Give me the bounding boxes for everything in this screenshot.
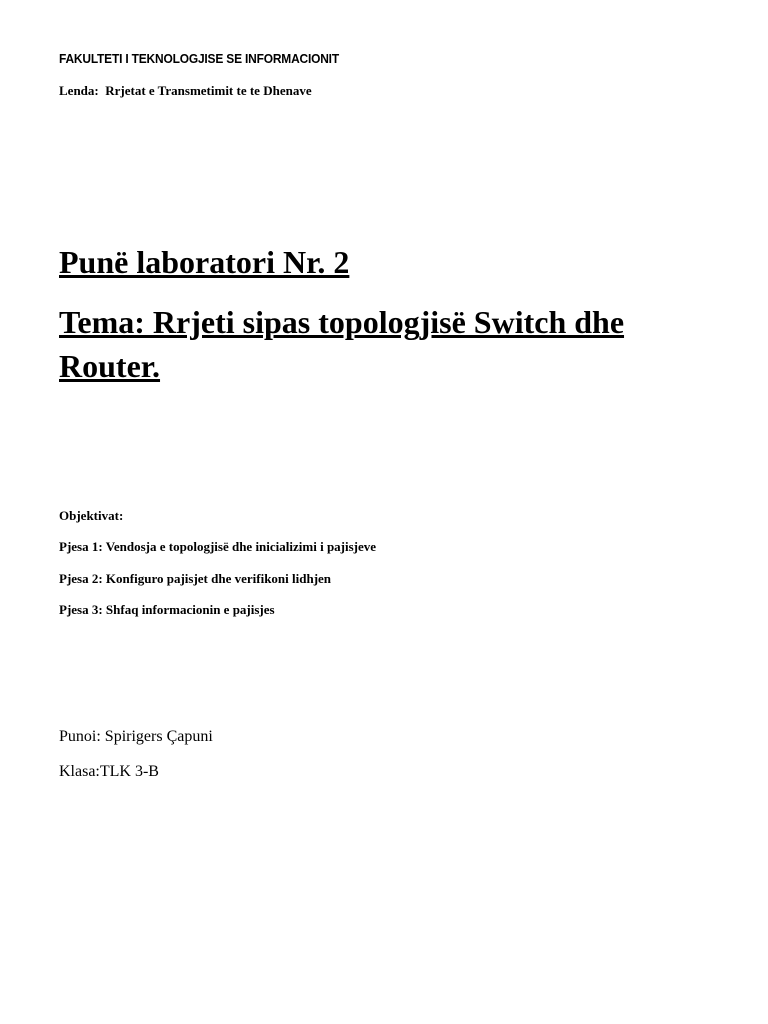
lab-title: Punë laboratori Nr. 2 xyxy=(59,244,350,280)
objective-item-3: Pjesa 3: Shfaq informacionin e pajisjes xyxy=(59,602,275,617)
objectives-heading: Objektivat: xyxy=(59,508,124,523)
objective-item-1: Pjesa 1: Vendosja e topologjisë dhe inicializimi i pajisjeve xyxy=(59,539,377,554)
topic-title: Tema: Rrjeti sipas topologjisë Switch dhe Router. xyxy=(59,304,625,384)
subject-line: Lenda: Rrjetat e Transmetimit te te Dhenave xyxy=(59,83,312,98)
faculty-name: FAKULTETI I TEKNOLOGJISE SE INFORMACIONIT xyxy=(59,51,339,66)
objective-item-2: Pjesa 2: Konfiguro pajisjet dhe verifikoni lidhjen xyxy=(59,571,332,586)
author-line: Punoi: Spirigers Çapuni xyxy=(59,728,213,745)
class-line: Klasa:TLK 3-B xyxy=(59,763,159,780)
